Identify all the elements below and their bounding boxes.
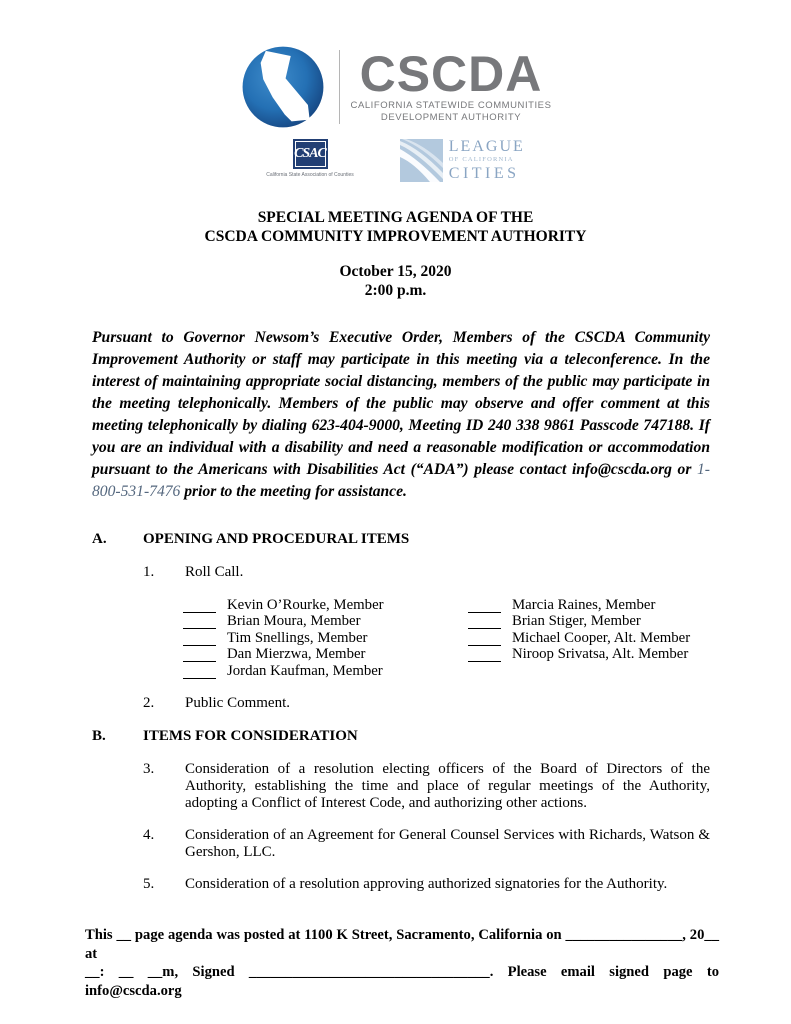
roll-call-member-name: Dan Mierzwa, Member — [227, 646, 366, 663]
roll-call-entry — [183, 596, 468, 613]
csac-logo — [266, 139, 354, 178]
section-a-letter: A. — [92, 531, 107, 547]
roll-call-member-name: Kevin O’Rourke, Member — [227, 596, 384, 613]
roll-call-blank-line — [468, 615, 501, 629]
agenda-item-2 — [143, 695, 710, 712]
roll-call-list — [183, 596, 710, 679]
item-4-number: 4. — [143, 826, 155, 843]
title-line2: CSCDA COMMUNITY IMPROVEMENT AUTHORITY — [204, 228, 587, 245]
roll-call-entry — [468, 596, 690, 613]
meeting-date: October 15, 2020 — [339, 263, 452, 280]
footer-line2: __: __ __m, Signed _________________________________. Please email signed page to info@cscda.org — [85, 964, 719, 999]
notice-text-before-phone: Pursuant to Governor Newsom’s Executive Order, Members of the CSCDA Community Improvement Authority or staff may participate in this meeting via a teleconference. In the interest of maintaining appropriate social distancing, members of the public may participate in the meeting telephonically. Members of the public may observe and offer comment at this meeting telephonically by dialing 623-404-9000, Meeting ID 240 338 9861 Passcode 747188. If you are an individual with a disability and need a reasonable modification or accommodation pursuant to the Americans with Disabilities Act (“ADA”) please contact info@cscda.org or — [92, 329, 710, 478]
league-line1: LEAGUE — [448, 138, 525, 156]
cscda-logo — [0, 44, 791, 130]
logo-block — [0, 0, 791, 182]
meeting-title — [0, 208, 791, 246]
item-1-number: 1. — [143, 564, 155, 580]
roll-call-entry — [468, 629, 690, 646]
roll-call-member-name: Tim Snellings, Member — [227, 629, 368, 646]
roll-call-entry — [183, 662, 468, 679]
roll-call-blank-line — [468, 599, 501, 613]
roll-call-entry — [468, 613, 690, 630]
notice-text-after-phone: prior to the meeting for assistance. — [180, 483, 407, 500]
roll-call-right-column — [468, 596, 690, 679]
agenda-item-5 — [143, 876, 710, 893]
meeting-time: 2:00 p.m. — [364, 282, 427, 299]
item-2-text: Public Comment. — [185, 694, 290, 711]
section-a-heading — [92, 531, 710, 548]
teleconference-notice — [92, 327, 710, 503]
meeting-datetime — [0, 262, 791, 300]
section-b-title: ITEMS FOR CONSIDERATION — [143, 727, 358, 744]
roll-call-blank-line — [468, 632, 501, 646]
roll-call-entry — [468, 646, 690, 663]
roll-call-member-name: Niroop Srivatsa, Alt. Member — [512, 646, 689, 663]
roll-call-blank-line — [183, 665, 216, 679]
cscda-caption — [351, 100, 552, 124]
cscda-wordmark — [350, 45, 552, 124]
phone-link[interactable]: 1-800-531-7476 — [92, 461, 710, 500]
title-line1: SPECIAL MEETING AGENDA OF THE — [257, 209, 534, 226]
roll-call-blank-line — [183, 648, 216, 662]
section-a-title: OPENING AND PROCEDURAL ITEMS — [143, 531, 410, 547]
league-of-california-cities-logo — [400, 139, 525, 182]
roll-call-entry — [183, 629, 468, 646]
csac-caption: California State Association of Counties — [266, 172, 354, 178]
roll-call-entry — [183, 613, 468, 630]
roll-call-member-name: Jordan Kaufman, Member — [227, 662, 383, 679]
item-2-number: 2. — [143, 694, 155, 711]
posting-footer — [85, 926, 719, 1000]
agenda-body — [92, 531, 710, 893]
item-5-number: 5. — [143, 875, 155, 892]
csac-box-icon — [293, 139, 328, 169]
roll-call-left-column — [183, 596, 468, 679]
roll-call-blank-line — [183, 632, 216, 646]
section-b-heading — [92, 728, 710, 745]
league-line2: OF CALIFORNIA — [448, 156, 514, 164]
roll-call-member-name: Michael Cooper, Alt. Member — [512, 629, 691, 646]
cscda-caption-line2: DEVELOPMENT AUTHORITY — [380, 111, 522, 123]
csac-acronym: CSAC — [294, 146, 326, 161]
cscda-acronym: CSCDA — [359, 45, 543, 102]
league-text — [449, 139, 525, 182]
agenda-item-4 — [143, 827, 710, 861]
league-swoosh-icon — [400, 139, 443, 182]
item-5-text: Consideration of a resolution approving authorized signatories for the Authority. — [185, 875, 668, 892]
item-3-text: Consideration of a resolution electing officers of the Board of Directors of the Authority, establishing the time and place of regular meetings of the Authority, adopting a Conflict of Interest Code, and authorizing other actions. — [185, 760, 710, 811]
roll-call-blank-line — [468, 648, 501, 662]
logo-divider — [339, 50, 340, 124]
cscda-caption-line1: CALIFORNIA STATEWIDE COMMUNITIES — [350, 99, 552, 111]
agenda-item-3 — [143, 761, 710, 812]
partner-logos — [0, 139, 791, 182]
item-3-number: 3. — [143, 760, 155, 777]
agenda-item-1 — [143, 564, 710, 581]
item-4-text: Consideration of an Agreement for General Counsel Services with Richards, Watson & Gershon, LLC. — [185, 826, 710, 860]
item-1-text: Roll Call. — [185, 564, 244, 580]
roll-call-member-name: Marcia Raines, Member — [512, 596, 656, 613]
roll-call-blank-line — [183, 599, 216, 613]
roll-call-entry — [183, 646, 468, 663]
roll-call-member-name: Brian Moura, Member — [227, 613, 361, 630]
california-globe-icon — [240, 44, 326, 130]
roll-call-member-name: Brian Stiger, Member — [512, 613, 641, 630]
section-b-letter: B. — [92, 727, 106, 744]
roll-call-blank-line — [183, 615, 216, 629]
footer-line1: This __ page agenda was posted at 1100 K Street, Sacramento, California on ________________, 20__ at — [85, 927, 719, 962]
league-line3: CITIES — [448, 164, 520, 182]
